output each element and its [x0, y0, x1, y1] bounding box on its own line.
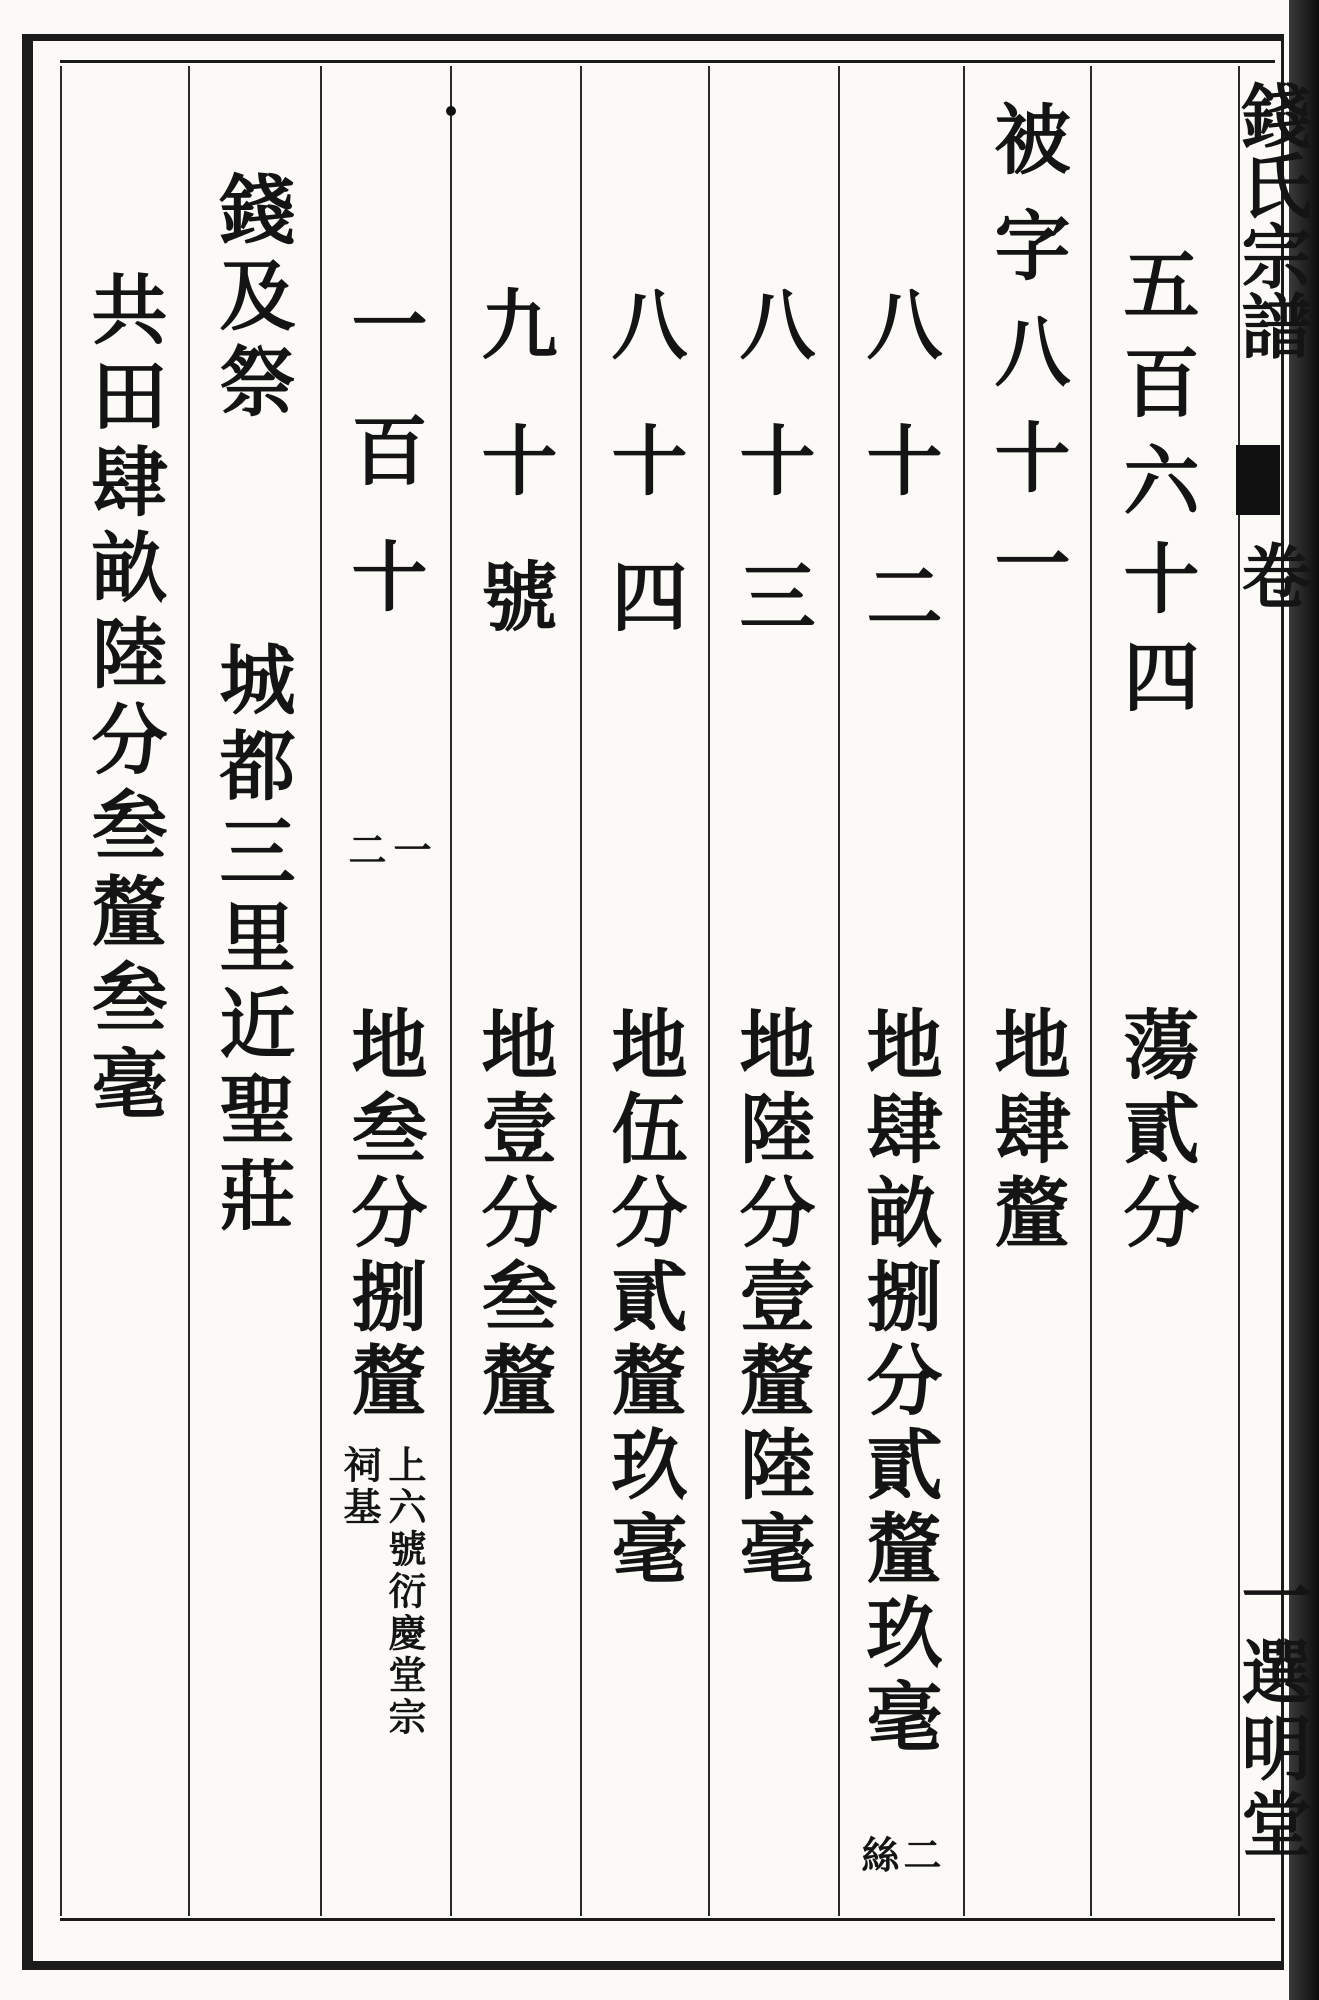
inner-top-rule: [60, 60, 1275, 63]
lot-entry: 地伍分貳釐玖毫: [599, 1005, 688, 1593]
section-total: 共田肆畝陸分叁釐叁毫: [79, 270, 168, 1130]
column-rule: [450, 66, 452, 1916]
lot-number: 五百六十四: [1111, 245, 1200, 735]
column-rule: [1090, 66, 1092, 1916]
column-rule: [188, 66, 190, 1916]
column-rule: [963, 66, 965, 1916]
margin-hall-name: 一選明堂: [1230, 1560, 1313, 1864]
column-rule: [580, 66, 582, 1916]
lot-annotation: 上六號衍慶堂宗: [382, 1445, 427, 1739]
fish-tail-mark: [1236, 445, 1280, 515]
lot-number: 八十二: [854, 285, 943, 693]
lot-annotation: 二: [897, 1835, 942, 1877]
lot-number: 九十號: [469, 285, 558, 693]
column-rule: [708, 66, 710, 1916]
column-rule: [838, 66, 840, 1916]
inner-bottom-rule: [60, 1918, 1275, 1921]
section-heading: 錢及祭: [207, 170, 296, 428]
lot-number-annotation: 一: [387, 830, 432, 872]
section-location: 城都三里近聖莊: [207, 640, 296, 1242]
lot-number: 被字八十一: [982, 100, 1071, 630]
lot-number: 八十三: [727, 285, 816, 693]
lot-entry: 地壹分叁釐: [469, 1005, 558, 1425]
lot-number-annotation: 二: [342, 830, 387, 872]
ink-dot: [446, 106, 456, 116]
lot-number: 八十四: [599, 285, 688, 693]
lot-entry: 蕩貳分: [1111, 1005, 1200, 1257]
margin-title: 錢氏宗譜: [1230, 80, 1313, 360]
margin-volume: 卷: [1230, 540, 1313, 610]
lot-annotation: 祠基: [337, 1445, 382, 1529]
lot-number: 一百十: [339, 285, 428, 663]
column-rule: [320, 66, 322, 1916]
lot-entry: 地陸分壹釐陸毫: [727, 1005, 816, 1593]
lot-annotation: 絲: [855, 1835, 900, 1877]
column-rule: [60, 66, 62, 1916]
lot-entry: 地肆釐: [982, 1005, 1071, 1257]
lot-entry: 地肆畝捌分貳釐玖毫: [854, 1005, 943, 1761]
lot-entry: 地叁分捌釐: [339, 1005, 428, 1425]
